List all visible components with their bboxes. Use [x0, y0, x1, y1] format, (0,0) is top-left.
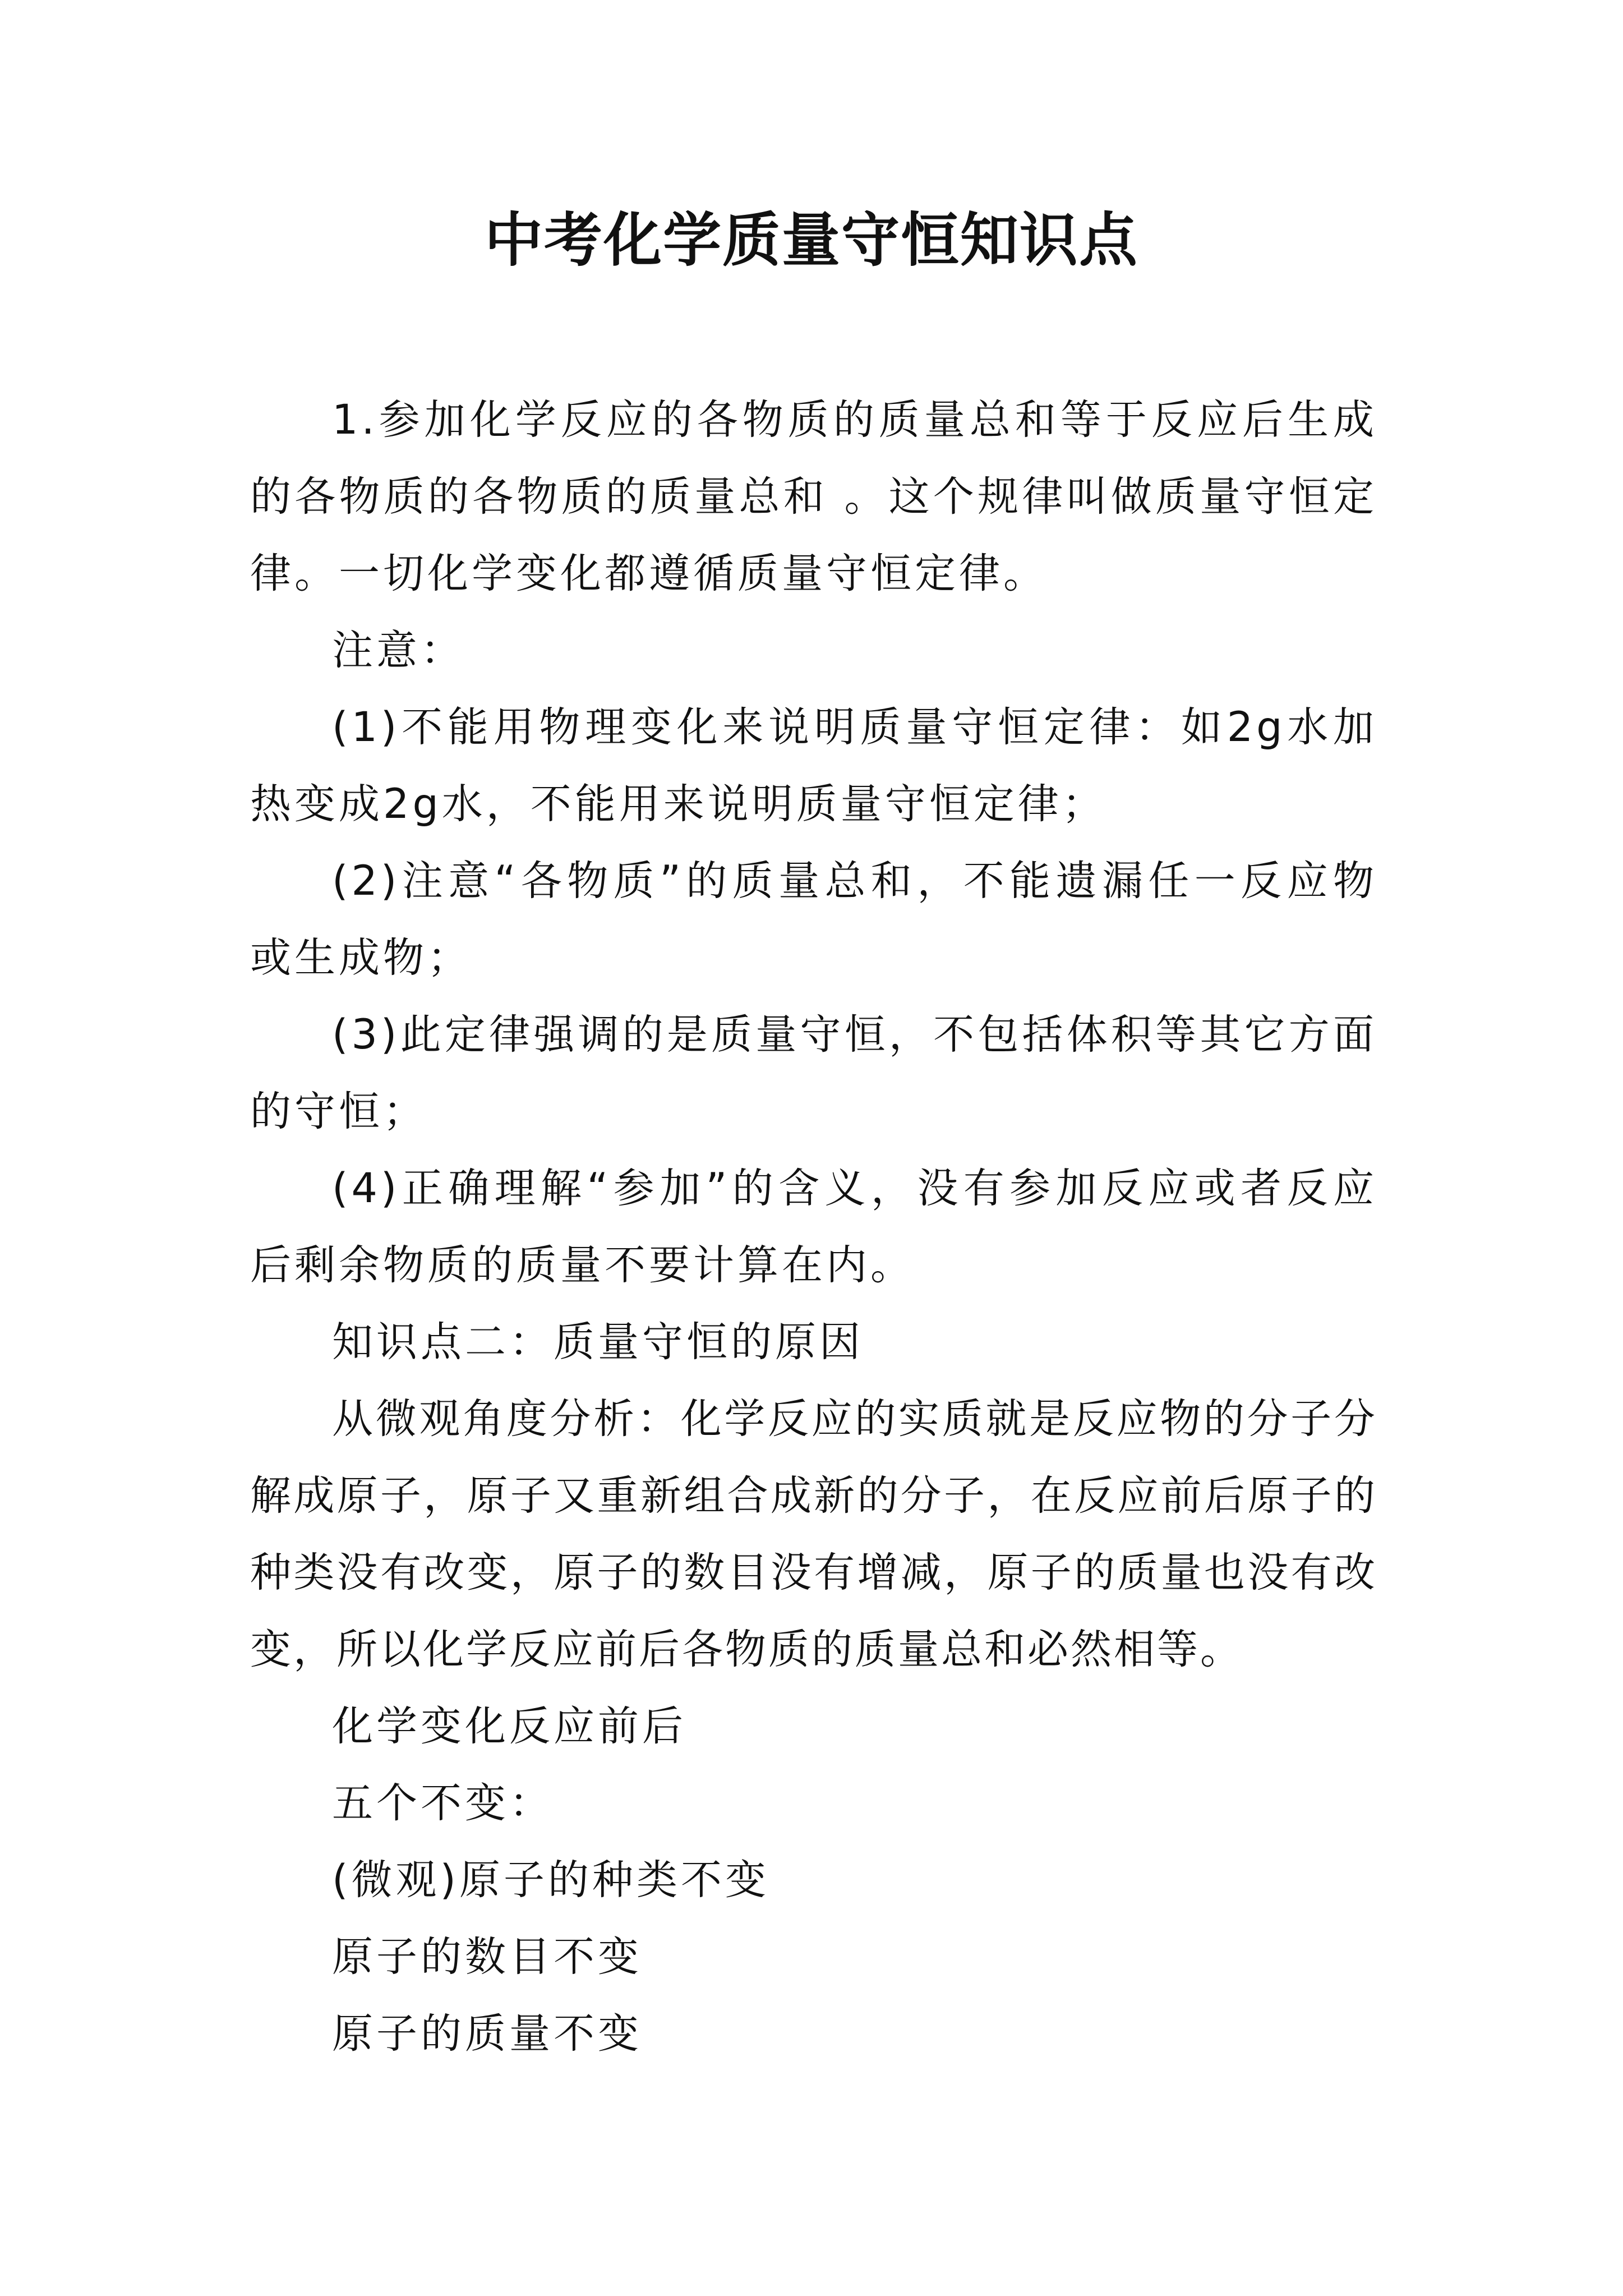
paragraph-note-4: (4)正确理解“参加”的含义，没有参加反应或者反应后剩余物质的质量不要计算在内。 [250, 1165, 1377, 1289]
document-body [250, 381, 1377, 2072]
paragraph-five-unchanged: 五个不变： [332, 1779, 554, 1827]
paragraph-note-3: (3)此定律强调的是质量守恒，不包括体积等其它方面的守恒； [250, 1011, 1377, 1135]
paragraph-atom-mass: 原子的质量不变 [332, 2010, 642, 2058]
paragraph-before-after: 化学变化反应前后 [332, 1703, 686, 1750]
paragraph-note-2: (2)注意“各物质”的质量总和，不能遗漏任一反应物或生成物； [250, 857, 1377, 982]
paragraph-notice-heading: 注意： [332, 627, 465, 674]
paragraph-note-1: (1)不能用物理变化来说明质量守恒定律：如2g水加热变成2g水，不能用来说明质量守恒定律； [250, 703, 1377, 828]
paragraph-atom-kind: (微观)原子的种类不变 [332, 1856, 769, 1904]
paragraph-section-two-heading: 知识点二：质量守恒的原因 [332, 1318, 864, 1366]
paragraph-micro-analysis: 从微观角度分析：化学反应的实质就是反应物的分子分解成原子，原子又重新组合成新的分子，在反应前后原子的种类没有改变，原子的数目没有增减，原子的质量也没有改变，所以化学反应前后各物质的质量总和必然相等。 [250, 1395, 1377, 1673]
paragraph-atom-number: 原子的数目不变 [332, 1933, 642, 1981]
paragraph-law-definition: 1.参加化学反应的各物质的质量总和等于反应后生成的各物质的各物质的质量总和 。这个规律叫做质量守恒定律。一切化学变化都遵循质量守恒定律。 [250, 396, 1377, 597]
document-title: 中考化学质量守恒知识点 [484, 205, 1138, 274]
